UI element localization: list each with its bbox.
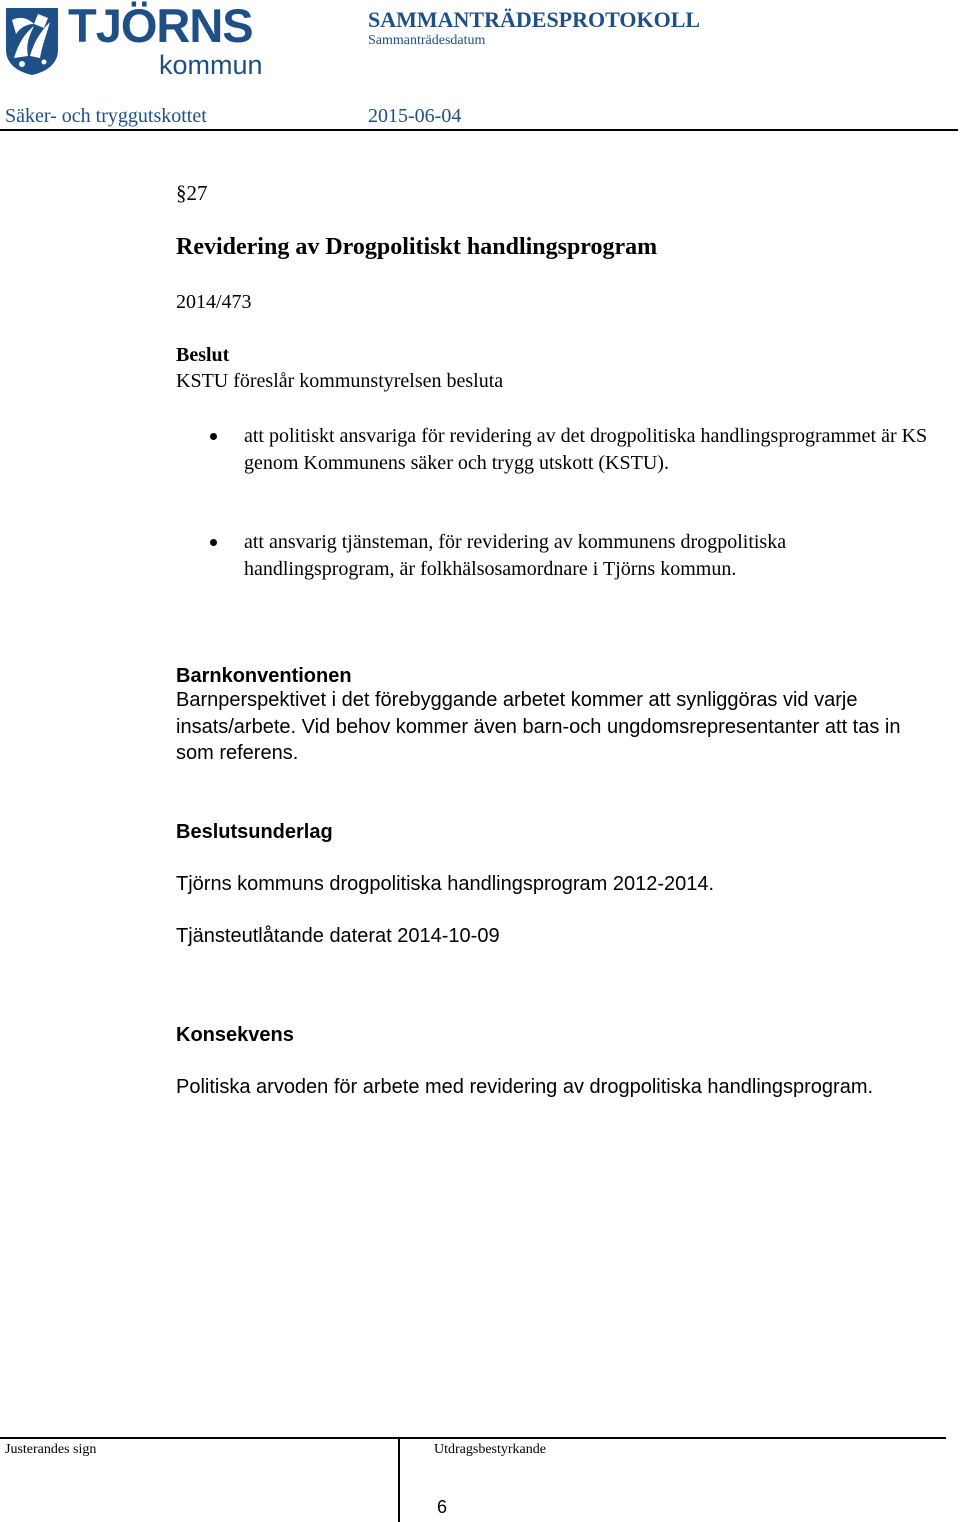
decision-bullet-2: att ansvarig tjänsteman, för revidering av kommunens drogpolitiska handlingsprogram, är folkhälsosamordnare i Tjörns kommun. [244,531,787,580]
bullet-marker [210,539,217,546]
meeting-date: 2015-06-04 [368,105,462,127]
header-divider [0,129,958,131]
paragraph-number: §27 [176,181,208,205]
committee-name: Säker- och tryggutskottet [5,105,207,127]
decision-basis-document: Tjörns kommuns drogpolitiska handlingsprogram 2012-2014. [176,873,715,895]
logo-wordmark: TJÖRNS [68,0,253,52]
municipality-logo [4,6,60,76]
consequence-heading: Konsekvens [176,1024,294,1046]
child-convention-text: Barnperspektivet i det förebyggande arbetet kommer att synliggöras vid varje insats/arbete. Vid behov kommer även barn-och ungdomsrepresentanter att tas in som referens. [176,689,901,764]
footer-divider [0,1437,946,1439]
protocol-title: SAMMANTRÄDESPROTOKOLL [368,7,701,32]
protocol-subtitle: Sammanträdesdatum [368,33,486,48]
footer-column-divider [398,1437,400,1522]
decision-heading: Beslut [176,344,230,366]
decision-basis-document: Tjänsteutlåtande daterat 2014-10-09 [176,925,500,947]
decision-bullet-1: att politiskt ansvariga för revidering av det drogpolitiska handlingsprogrammet är KS genom Kommunens säker och trygg utskott (KSTU). [244,425,928,474]
section-title: Revidering av Drogpolitiskt handlingsprogram [176,234,658,260]
extract-verification-label: Utdragsbestyrkande [434,1442,546,1457]
case-number: 2014/473 [176,291,252,313]
decision-basis-heading: Beslutsunderlag [176,821,333,843]
logo-subtitle: kommun [159,50,263,80]
page-number: 6 [437,1497,448,1517]
bullet-marker [210,433,217,440]
signature-label: Justerandes sign [5,1442,97,1457]
consequence-text: Politiska arvoden för arbete med revidering av drogpolitiska handlingsprogram. [176,1076,874,1098]
child-convention-heading: Barnkonventionen [176,665,352,687]
decision-intro: KSTU föreslår kommunstyrelsen besluta [176,370,504,392]
